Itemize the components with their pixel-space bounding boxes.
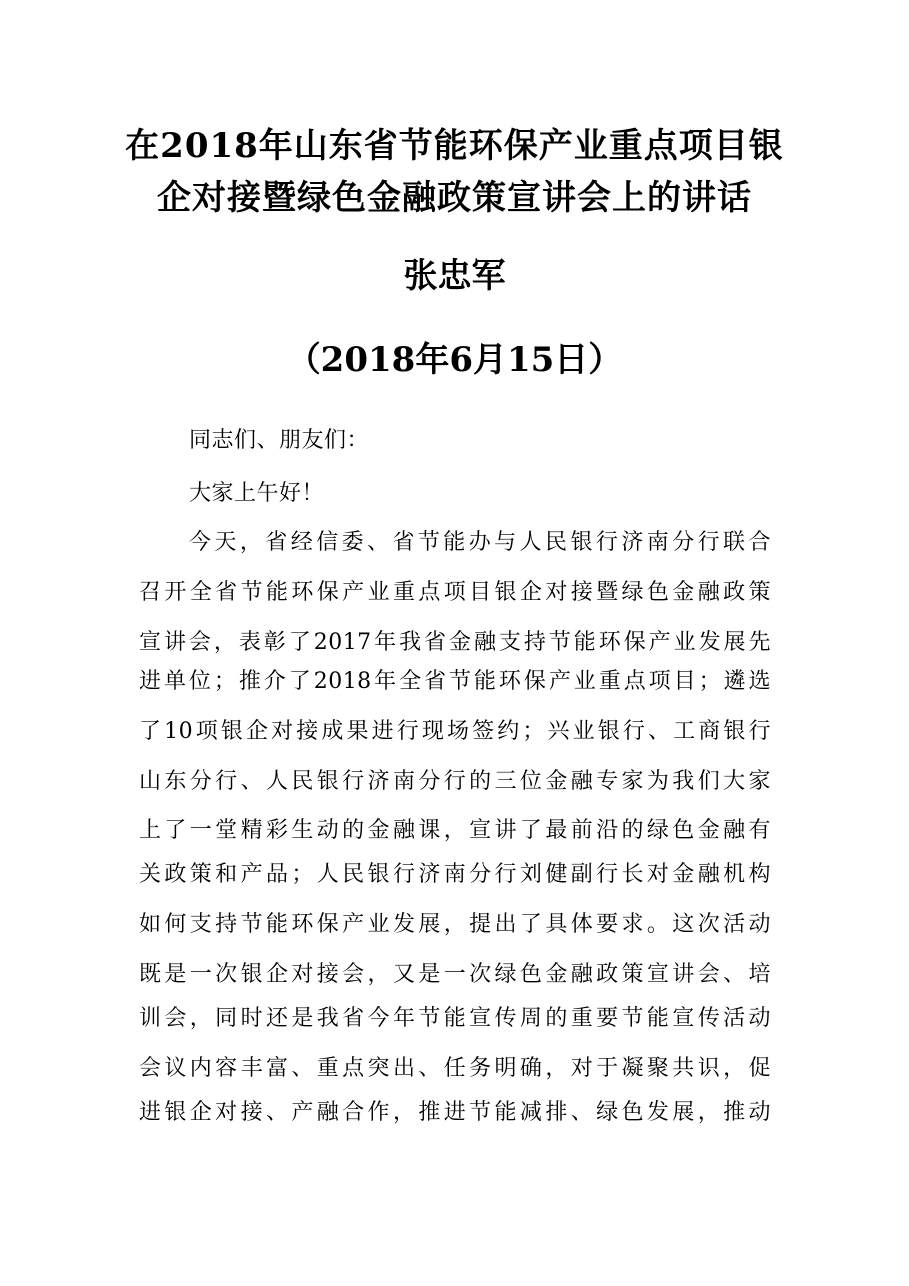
- paragraph-line: 如何支持节能环保产业发展，提出了具体要求。这次活动: [139, 912, 771, 937]
- paragraph-line: 既是一次银企对接会，又是一次绿色金融政策宣讲会、培: [139, 962, 771, 987]
- salutation: 同志们、朋友们：: [189, 428, 370, 453]
- paragraph-line: 召开全省节能环保产业重点项目银企对接暨绿色金融政策: [139, 580, 771, 605]
- paragraph-line: 关政策和产品；人民银行济南分行刘健副行长对金融机构: [139, 862, 771, 887]
- document-title-line-1: 在2018年山东省节能环保产业重点项目银: [125, 126, 784, 166]
- paragraph-line: 了10项银企对接成果进行现场签约；兴业银行、工商银行: [139, 719, 771, 744]
- paragraph-line: 宣讲会，表彰了2017年我省金融支持节能环保产业发展先: [139, 630, 771, 655]
- document-title-line-2: 企对接暨绿色金融政策宣讲会上的讲话: [157, 178, 752, 218]
- paragraph-line: 上了一堂精彩生动的金融课，宣讲了最前沿的绿色金融有: [139, 818, 771, 843]
- paragraph-line: 今天，省经信委、省节能办与人民银行济南分行联合: [189, 530, 771, 555]
- speech-date: （2018年6月15日）: [286, 340, 623, 380]
- paragraph-line: 山东分行、人民银行济南分行的三位金融专家为我们大家: [139, 769, 771, 794]
- paragraph-line: 进银企对接、产融合作，推进节能减排、绿色发展，推动: [139, 1100, 771, 1125]
- paragraph-line: 进单位；推介了2018年全省节能环保产业重点项目；遴选: [139, 669, 771, 694]
- greeting: 大家上午好！: [189, 481, 325, 506]
- speaker-name: 张忠军: [403, 256, 506, 296]
- paragraph-line: 会议内容丰富、重点突出、任务明确，对于凝聚共识，促: [139, 1056, 771, 1081]
- paragraph-line: 训会，同时还是我省今年节能宣传周的重要节能宣传活动: [139, 1006, 771, 1031]
